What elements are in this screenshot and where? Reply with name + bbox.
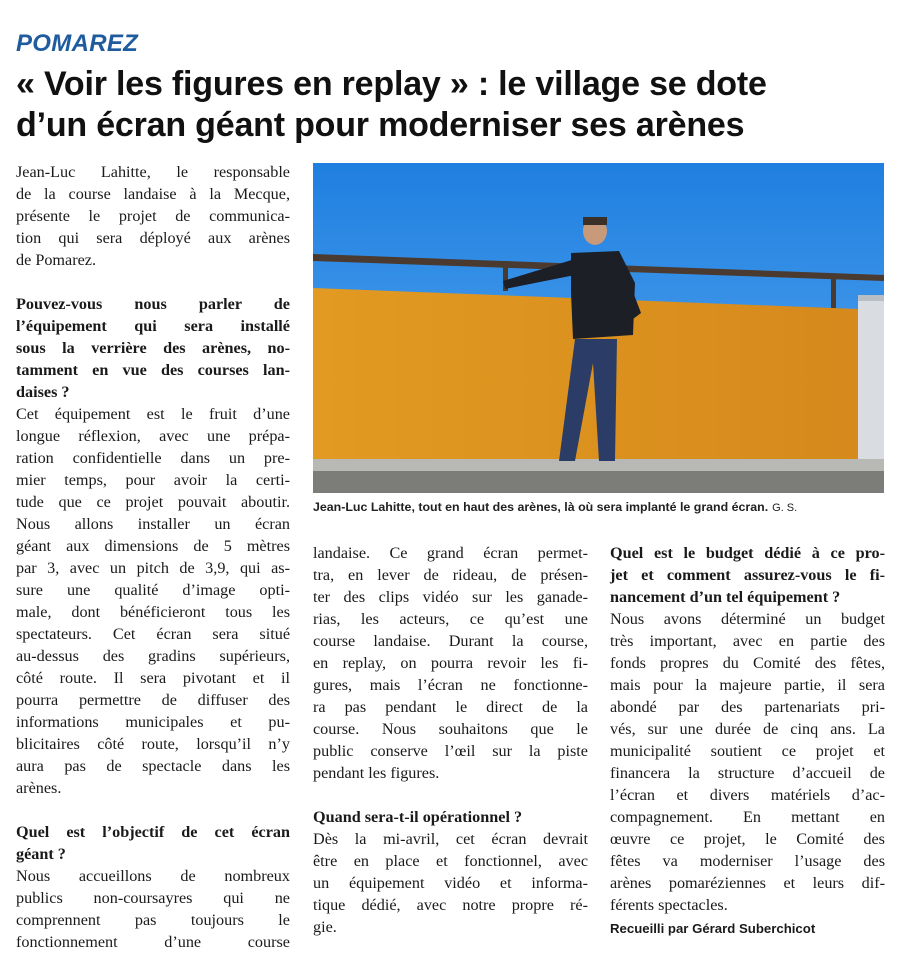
text-line: daises ? [16, 383, 70, 401]
article-photo [313, 163, 884, 493]
photo-illustration [313, 163, 884, 493]
text-line: être en place et fonctionnel, avec [313, 852, 588, 870]
article-column-3 [610, 542, 885, 940]
text-line: spectateurs. Cet écran sera situé [16, 625, 290, 643]
text-line: Pouvez-vous nous parler de [16, 295, 290, 313]
text-line: géant aux dimensions de 5 mètres [16, 537, 290, 555]
question-1 [16, 293, 290, 403]
question-2 [16, 821, 290, 865]
caption-text: Jean-Luc Lahitte, tout en haut des arènes, là où sera implanté le grand écran. [313, 500, 769, 514]
text-line: férents spectacles. [610, 896, 728, 914]
text-line: comprennent pas toujours le [16, 911, 290, 929]
text-line: par 3, avec un pitch de 3,9, qui as- [16, 559, 290, 577]
answer-1 [16, 403, 290, 799]
text-line: fonctionnement d’une course [16, 933, 290, 951]
photo-caption [313, 500, 885, 514]
answer-3 [313, 828, 588, 938]
text-line: publics non-coursayres qui ne [16, 889, 290, 907]
text-line: rias, les acteurs, ce qu’est une [313, 610, 588, 628]
text-line: Quel est le budget dédié à ce pro- [610, 544, 885, 562]
question-3 [313, 806, 588, 828]
text-line: un équipement vidéo et informa- [313, 874, 588, 892]
text-line: de Pomarez. [16, 251, 97, 269]
text-line: municipalité soutient ce projet et [610, 742, 885, 760]
text-line: abondé par des partenariats pri- [610, 698, 885, 716]
text-line: gie. [313, 918, 337, 936]
text-line: vés, sur une durée de cinq ans. La [610, 720, 885, 738]
answer-2-part-1 [16, 865, 290, 953]
text-line: de la course landaise à la Mecque, [16, 185, 290, 203]
text-line: pourra permettre de diffuser des [16, 691, 290, 709]
author-signature: Recueilli par Gérard Suberchicot [610, 921, 816, 936]
text-line: tra, en lever de rideau, de présen- [313, 566, 588, 584]
article-column-1 [16, 161, 290, 953]
section-kicker: POMAREZ [16, 30, 139, 57]
text-line: ra pas pendant le direct de la [313, 698, 588, 716]
text-line: arènes pomaréziennes et leurs dif- [610, 874, 885, 892]
article-column-2 [313, 542, 588, 938]
text-line: course. Nous souhaitons que le [313, 720, 588, 738]
text-line: mier temps, pour avoir la certi- [16, 471, 290, 489]
text-line: arènes. [16, 779, 62, 797]
text-line: financera la structure d’accueil de [610, 764, 885, 782]
text-line: Cet équipement est le fruit d’une [16, 405, 290, 423]
text-line: ration confidentielle dans un pre- [16, 449, 290, 467]
text-line: compagnement. En mettant en [610, 808, 885, 826]
text-line: jet et comment assurez-vous le fi- [610, 566, 885, 584]
text-line: informations municipales et pu- [16, 713, 290, 731]
text-line: Jean-Luc Lahitte, le responsable [16, 163, 290, 181]
text-line: blicitaires côté route, lorsqu’il n’y [16, 735, 290, 753]
text-line: tique dédié, avec notre propre ré- [313, 896, 588, 914]
text-line: présente le projet de communica- [16, 207, 290, 225]
text-line: l’écran et divers matériels d’ac- [610, 786, 885, 804]
text-line: au-dessus des gradins supérieurs, [16, 647, 290, 665]
text-line: fêtes va moderniser l’usage des [610, 852, 885, 870]
intro-paragraph [16, 161, 290, 271]
answer-4 [610, 608, 885, 916]
headline-line: d’un écran géant pour moderniser ses arènes [16, 106, 745, 144]
text-line: en replay, on pourra revoir les fi- [313, 654, 588, 672]
headline-line: « Voir les figures en replay » : le village se dote [16, 65, 767, 103]
text-line: public conserve l’œil sur la piste [313, 742, 588, 760]
text-line: landaise. Ce grand écran permet- [313, 544, 588, 562]
text-line: male, dont bénéficieront tous les [16, 603, 290, 621]
text-line: tion qui sera déployé aux arènes [16, 229, 290, 247]
answer-2-part-2 [313, 542, 588, 784]
text-line: Quand sera-t-il opérationnel ? [313, 808, 523, 826]
text-line: Nous avons déterminé un budget [610, 610, 885, 628]
text-line: l’équipement qui sera installé [16, 317, 290, 335]
text-line: longue réflexion, avec une prépa- [16, 427, 290, 445]
text-line: Nous allons installer un écran [16, 515, 290, 533]
question-4 [610, 542, 885, 608]
text-line: nancement d’un tel équipement ? [610, 588, 841, 606]
text-line: mais pour la majeure partie, il sera [610, 676, 885, 694]
text-line: gures, mais l’écran ne fonctionne- [313, 676, 588, 694]
text-line: tamment en vue des courses lan- [16, 361, 290, 379]
text-line: Quel est l’objectif de cet écran [16, 823, 290, 841]
text-line: ter des clips vidéo sur les ganade- [313, 588, 588, 606]
text-line: tude que ce projet pouvait aboutir. [16, 493, 290, 511]
text-line: Dès la mi-avril, cet écran devrait [313, 830, 588, 848]
text-line: pendant les figures. [313, 764, 440, 782]
text-line: très important, avec en partie des [610, 632, 885, 650]
text-line: Nous accueillons de nombreux [16, 867, 290, 885]
text-line: œuvre ce projet, le Comité des [610, 830, 885, 848]
text-line: fonds propres du Comité des fêtes, [610, 654, 885, 672]
photo-credit: G. S. [772, 502, 798, 514]
text-line: aura pas de spectacle dans les [16, 757, 290, 775]
text-line: côté route. Il sera pivotant et il [16, 669, 290, 687]
text-line: sous la verrière des arènes, no- [16, 339, 290, 357]
text-line: course landaise. Durant la course, [313, 632, 588, 650]
article-headline [16, 64, 906, 146]
text-line: géant ? [16, 845, 66, 863]
text-line: sure une qualité d’image opti- [16, 581, 290, 599]
